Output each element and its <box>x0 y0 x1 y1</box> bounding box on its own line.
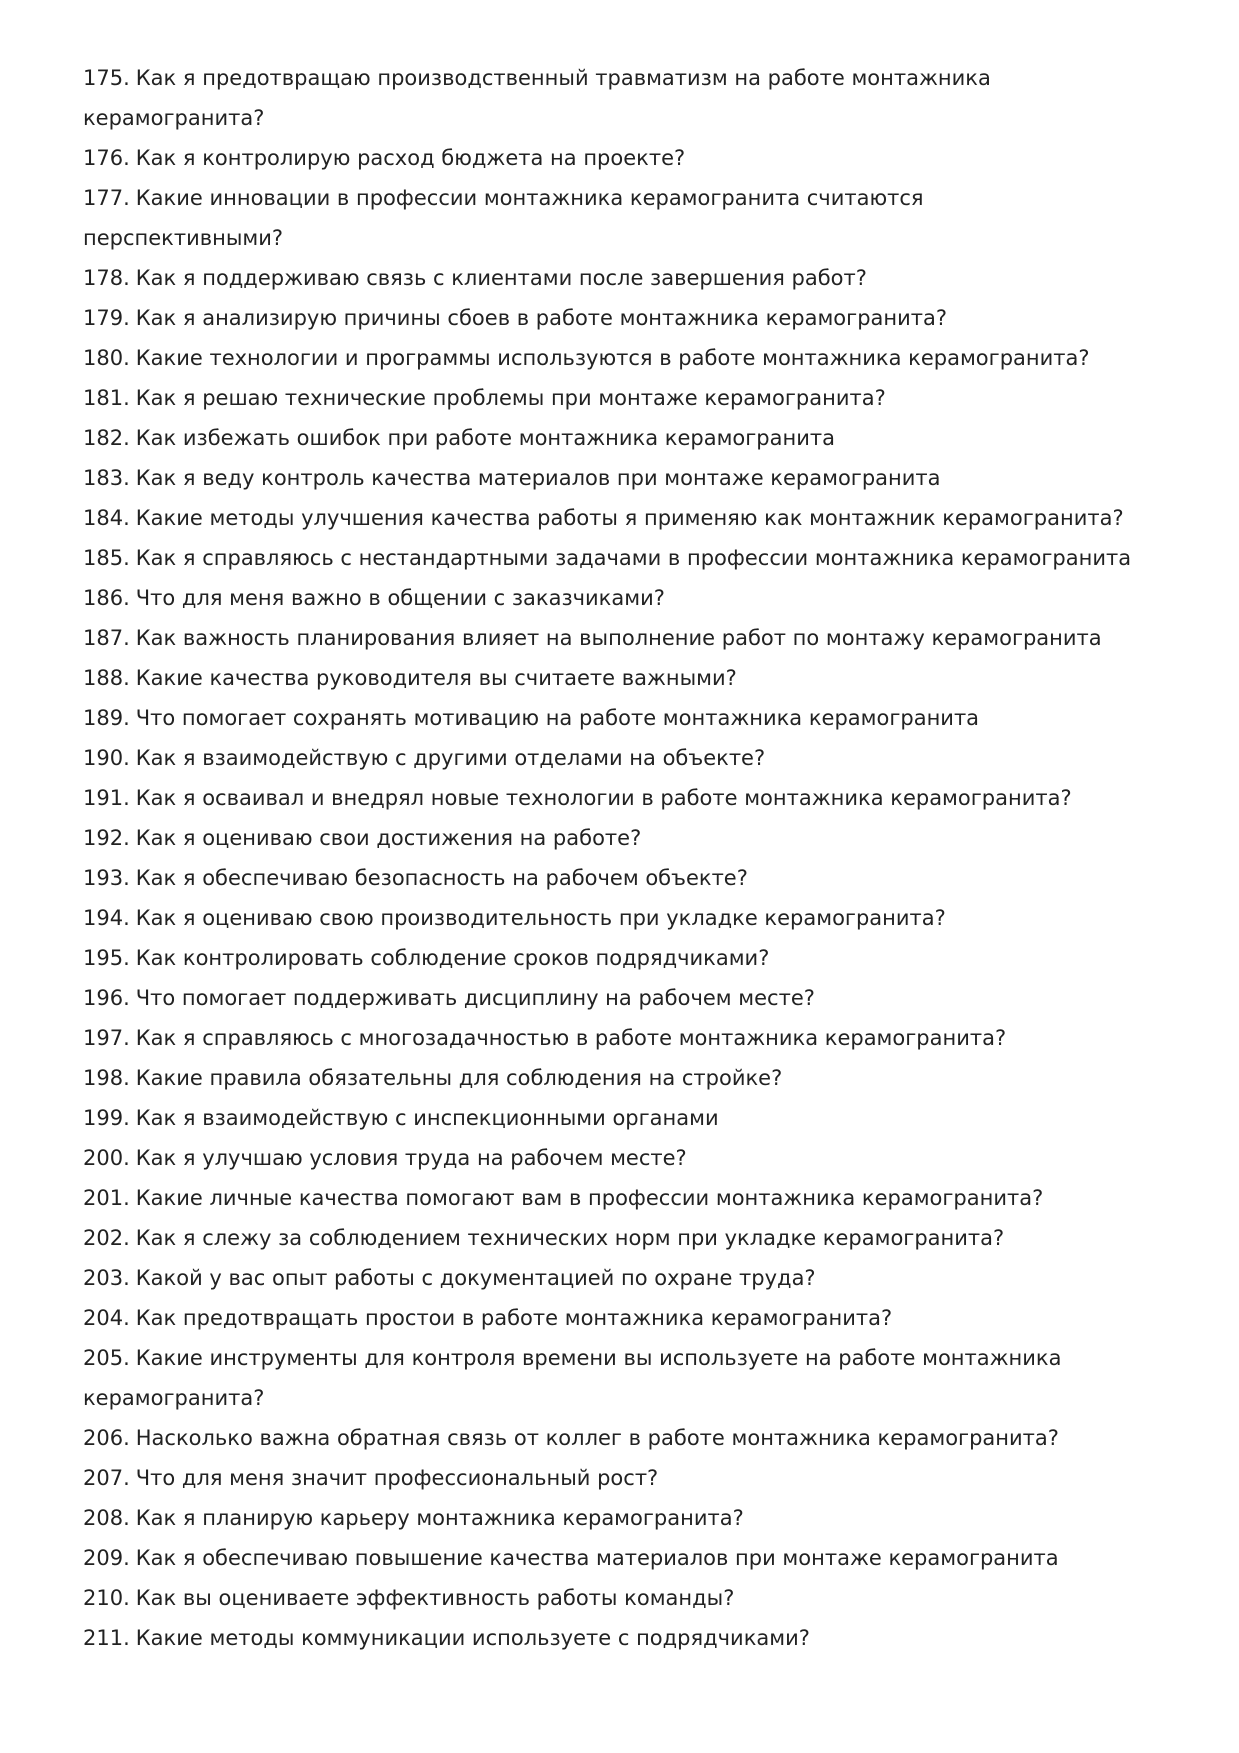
question-item <box>83 1138 1183 1178</box>
question-item <box>83 618 1183 658</box>
question-text: Как контролировать соблюдение сроков подрядчиками? <box>135 946 770 970</box>
question-text: Какие качества руководителя вы считаете важными? <box>135 666 737 690</box>
question-number: 179. <box>83 306 130 330</box>
question-number: 209. <box>83 1546 130 1570</box>
question-text: Как я контролирую расход бюджета на проекте? <box>135 146 686 170</box>
question-item <box>83 1218 1183 1258</box>
question-number: 175. <box>83 66 130 90</box>
question-number: 188. <box>83 666 130 690</box>
question-text: Какие методы улучшения качества работы я применяю как монтажник керамогранита? <box>135 506 1124 530</box>
question-item <box>83 818 1183 858</box>
question-item <box>83 1298 1183 1338</box>
question-item <box>83 1058 1183 1098</box>
question-text: Насколько важна обратная связь от коллег в работе монтажника керамогранита? <box>135 1426 1059 1450</box>
question-item <box>83 978 1183 1018</box>
question-text: Как я решаю технические проблемы при монтаже керамогранита? <box>135 386 886 410</box>
question-text: Как я взаимодействую с другими отделами на объекте? <box>135 746 766 770</box>
question-number: 190. <box>83 746 130 770</box>
question-item <box>83 858 1183 898</box>
question-number: 176. <box>83 146 130 170</box>
question-number: 178. <box>83 266 130 290</box>
question-text: Как я планирую карьеру монтажника керамогранита? <box>135 1506 744 1530</box>
question-number: 180. <box>83 346 130 370</box>
question-number: 186. <box>83 586 130 610</box>
question-number: 187. <box>83 626 130 650</box>
question-text-continuation: перспективными? <box>83 226 284 250</box>
question-item <box>83 138 1183 178</box>
question-item <box>83 1418 1183 1458</box>
question-item <box>83 178 1183 258</box>
question-text: Что помогает сохранять мотивацию на работе монтажника керамогранита <box>135 706 980 730</box>
question-text: Как я веду контроль качества материалов при монтаже керамогранита <box>135 466 941 490</box>
question-number: 210. <box>83 1586 130 1610</box>
question-number: 201. <box>83 1186 130 1210</box>
question-number: 192. <box>83 826 130 850</box>
question-text: Как вы оцениваете эффективность работы команды? <box>135 1586 735 1610</box>
question-item <box>83 498 1183 538</box>
question-item <box>83 778 1183 818</box>
question-number: 194. <box>83 906 130 930</box>
question-number: 181. <box>83 386 130 410</box>
question-text: Как избежать ошибок при работе монтажника керамогранита <box>135 426 835 450</box>
question-item <box>83 1098 1183 1138</box>
question-text: Как я предотвращаю производственный травматизм на работе монтажника <box>135 66 991 90</box>
question-text: Как я справляюсь с многозадачностью в работе монтажника керамогранита? <box>135 1026 1007 1050</box>
question-number: 206. <box>83 1426 130 1450</box>
question-number: 197. <box>83 1026 130 1050</box>
question-number: 200. <box>83 1146 130 1170</box>
question-text: Какие методы коммуникации используете с подрядчиками? <box>135 1626 810 1650</box>
question-text-continuation: керамогранита? <box>83 1386 265 1410</box>
question-text: Как я поддерживаю связь с клиентами после завершения работ? <box>135 266 867 290</box>
question-number: 193. <box>83 866 130 890</box>
question-number: 195. <box>83 946 130 970</box>
question-item <box>83 1178 1183 1218</box>
question-text: Как я осваивал и внедрял новые технологии в работе монтажника керамогранита? <box>135 786 1072 810</box>
question-number: 177. <box>83 186 130 210</box>
question-item <box>83 1458 1183 1498</box>
question-item <box>83 1018 1183 1058</box>
question-item <box>83 1618 1183 1658</box>
question-number: 211. <box>83 1626 130 1650</box>
question-text: Как я справляюсь с нестандартными задачами в профессии монтажника керамогранита <box>135 546 1132 570</box>
question-item <box>83 538 1183 578</box>
question-item <box>83 58 1183 138</box>
question-number: 202. <box>83 1226 130 1250</box>
question-text: Какие технологии и программы используются в работе монтажника керамогранита? <box>135 346 1090 370</box>
question-item <box>83 1338 1183 1418</box>
question-text: Что помогает поддерживать дисциплину на рабочем месте? <box>135 986 815 1010</box>
question-text: Как я оцениваю свою производительность при укладке керамогранита? <box>135 906 946 930</box>
question-text: Как я обеспечиваю безопасность на рабочем объекте? <box>135 866 748 890</box>
question-text: Как я анализирую причины сбоев в работе монтажника керамогранита? <box>135 306 948 330</box>
question-number: 199. <box>83 1106 130 1130</box>
question-item <box>83 938 1183 978</box>
question-text: Какие инновации в профессии монтажника керамогранита считаются <box>135 186 924 210</box>
question-item <box>83 738 1183 778</box>
question-text: Какие правила обязательны для соблюдения на стройке? <box>135 1066 783 1090</box>
question-number: 191. <box>83 786 130 810</box>
question-text: Как предотвращать простои в работе монтажника керамогранита? <box>135 1306 893 1330</box>
question-text-continuation: керамогранита? <box>83 106 265 130</box>
question-item <box>83 698 1183 738</box>
question-number: 182. <box>83 426 130 450</box>
question-text: Что для меня значит профессиональный рост? <box>135 1466 659 1490</box>
question-item <box>83 258 1183 298</box>
question-item <box>83 1258 1183 1298</box>
question-item <box>83 898 1183 938</box>
question-item <box>83 298 1183 338</box>
question-number: 196. <box>83 986 130 1010</box>
question-text: Как я оцениваю свои достижения на работе? <box>135 826 642 850</box>
question-item <box>83 418 1183 458</box>
question-number: 204. <box>83 1306 130 1330</box>
question-item <box>83 378 1183 418</box>
question-text: Как я слежу за соблюдением технических норм при укладке керамогранита? <box>135 1226 1005 1250</box>
question-item <box>83 658 1183 698</box>
question-number: 189. <box>83 706 130 730</box>
question-item <box>83 1538 1183 1578</box>
question-number: 185. <box>83 546 130 570</box>
question-number: 183. <box>83 466 130 490</box>
question-list <box>83 58 1183 1658</box>
question-text: Что для меня важно в общении с заказчиками? <box>135 586 665 610</box>
question-number: 184. <box>83 506 130 530</box>
question-item <box>83 1498 1183 1538</box>
question-number: 208. <box>83 1506 130 1530</box>
question-item <box>83 338 1183 378</box>
question-text: Как я улучшаю условия труда на рабочем месте? <box>135 1146 687 1170</box>
question-text: Как я взаимодействую с инспекционными органами <box>135 1106 719 1130</box>
question-item <box>83 458 1183 498</box>
question-number: 203. <box>83 1266 130 1290</box>
question-item <box>83 1578 1183 1618</box>
question-item <box>83 578 1183 618</box>
question-number: 207. <box>83 1466 130 1490</box>
question-number: 198. <box>83 1066 130 1090</box>
question-text: Какие инструменты для контроля времени вы используете на работе монтажника <box>135 1346 1062 1370</box>
question-text: Какой у вас опыт работы с документацией по охране труда? <box>135 1266 816 1290</box>
question-number: 205. <box>83 1346 130 1370</box>
question-text: Как важность планирования влияет на выполнение работ по монтажу керамогранита <box>135 626 1102 650</box>
question-text: Какие личные качества помогают вам в профессии монтажника керамогранита? <box>135 1186 1044 1210</box>
question-text: Как я обеспечиваю повышение качества материалов при монтаже керамогранита <box>135 1546 1059 1570</box>
